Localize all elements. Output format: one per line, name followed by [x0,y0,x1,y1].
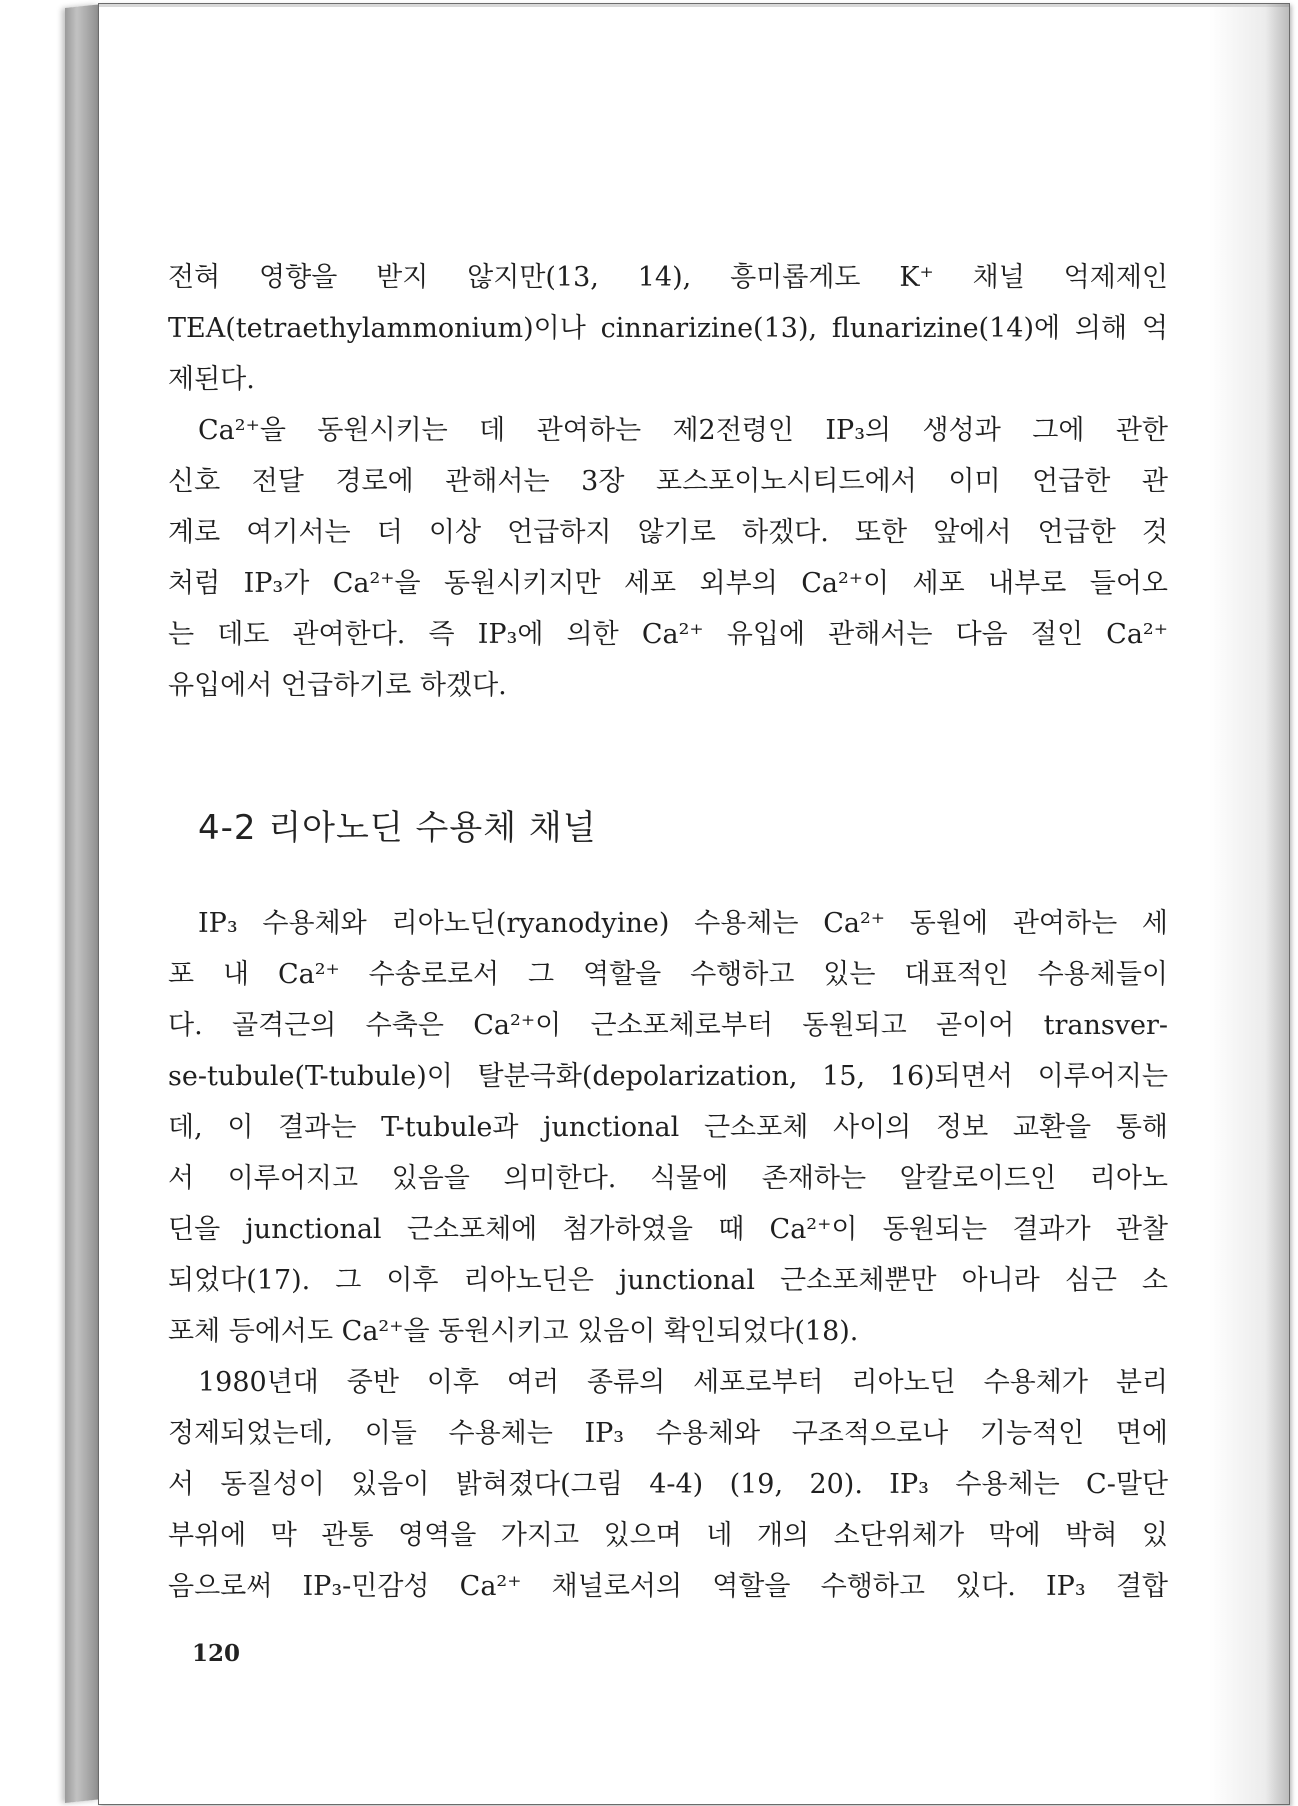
section-heading: 4-2 리아노딘 수용체 채널 [198,808,597,848]
paragraph-line: 전혀 영향을 받지 않지만(13, 14), 흥미롭게도 K⁺ 채널 억제제인 [168,262,1168,293]
book-spine [65,4,99,1803]
paragraph-1 [168,252,1168,405]
paragraph-line: 포 내 Ca²⁺ 수송로로서 그 역할을 수행하고 있는 대표적인 수용체들이 [168,959,1168,990]
paragraph-line: 제된다. [168,364,255,395]
paragraph-line: 처럼 IP₃가 Ca²⁺을 동원시키지만 세포 외부의 Ca²⁺이 세포 내부로 들어오 [168,568,1168,599]
paragraph-line: 1980년대 중반 이후 여러 종류의 세포로부터 리아노딘 수용체가 분리 [198,1367,1168,1398]
paragraph-line: 음으로써 IP₃-민감성 Ca²⁺ 채널로서의 역할을 수행하고 있다. IP₃ 결합 [168,1571,1168,1602]
paragraph-4 [168,1357,1168,1612]
paragraph-line: 서 동질성이 있음이 밝혀졌다(그림 4-4) (19, 20). IP₃ 수용체는 C-말단 [168,1469,1168,1500]
text-block-1 [168,252,1168,711]
paragraph-line: 계로 여기서는 더 이상 언급하지 않기로 하겠다. 또한 앞에서 언급한 것 [168,517,1168,548]
paragraph-line: IP₃ 수용체와 리아노딘(ryanodyine) 수용체는 Ca²⁺ 동원에 관여하는 세 [198,908,1168,939]
paragraph-line: 데, 이 결과는 T-tubule과 junctional 근소포체 사이의 정보 교환을 통해 [168,1112,1168,1143]
paragraph-line: 정제되었는데, 이들 수용체는 IP₃ 수용체와 구조적으로나 기능적인 면에 [168,1418,1168,1449]
paragraph-3 [168,898,1168,1357]
page-number: 120 [192,1640,241,1667]
paragraph-line: 신호 전달 경로에 관해서는 3장 포스포이노시티드에서 이미 언급한 관 [168,466,1168,497]
page-right-shadow [1209,4,1289,1804]
paragraph-line: 서 이루어지고 있음을 의미한다. 식물에 존재하는 알칼로이드인 리아노 [168,1163,1168,1194]
page-top-edge [99,4,1289,7]
paragraph-line: se-tubule(T-tubule)이 탈분극화(depolarization, 15, 16)되면서 이루어지는 [168,1061,1168,1092]
paragraph-line: 다. 골격근의 수축은 Ca²⁺이 근소포체로부터 동원되고 곧이어 transver- [168,1010,1168,1041]
paragraph-2 [168,405,1168,711]
paragraph-line: 딘을 junctional 근소포체에 첨가하였을 때 Ca²⁺이 동원되는 결과가 관찰 [168,1214,1168,1245]
paragraph-line: 부위에 막 관통 영역을 가지고 있으며 네 개의 소단위체가 막에 박혀 있 [168,1520,1168,1551]
paragraph-line: Ca²⁺을 동원시키는 데 관여하는 제2전령인 IP₃의 생성과 그에 관한 [198,415,1168,446]
paragraph-line: 유입에서 언급하기로 하겠다. [168,670,507,701]
paragraph-line: 포체 등에서도 Ca²⁺을 동원시키고 있음이 확인되었다(18). [168,1316,859,1347]
paragraph-line: TEA(tetraethylammonium)이나 cinnarizine(13), flunarizine(14)에 의해 억 [168,313,1168,344]
text-block-2 [168,898,1168,1612]
paragraph-line: 되었다(17). 그 이후 리아노딘은 junctional 근소포체뿐만 아니라 심근 소 [168,1265,1168,1296]
paragraph-line: 는 데도 관여한다. 즉 IP₃에 의한 Ca²⁺ 유입에 관해서는 다음 절인 Ca²⁺ [168,619,1168,650]
